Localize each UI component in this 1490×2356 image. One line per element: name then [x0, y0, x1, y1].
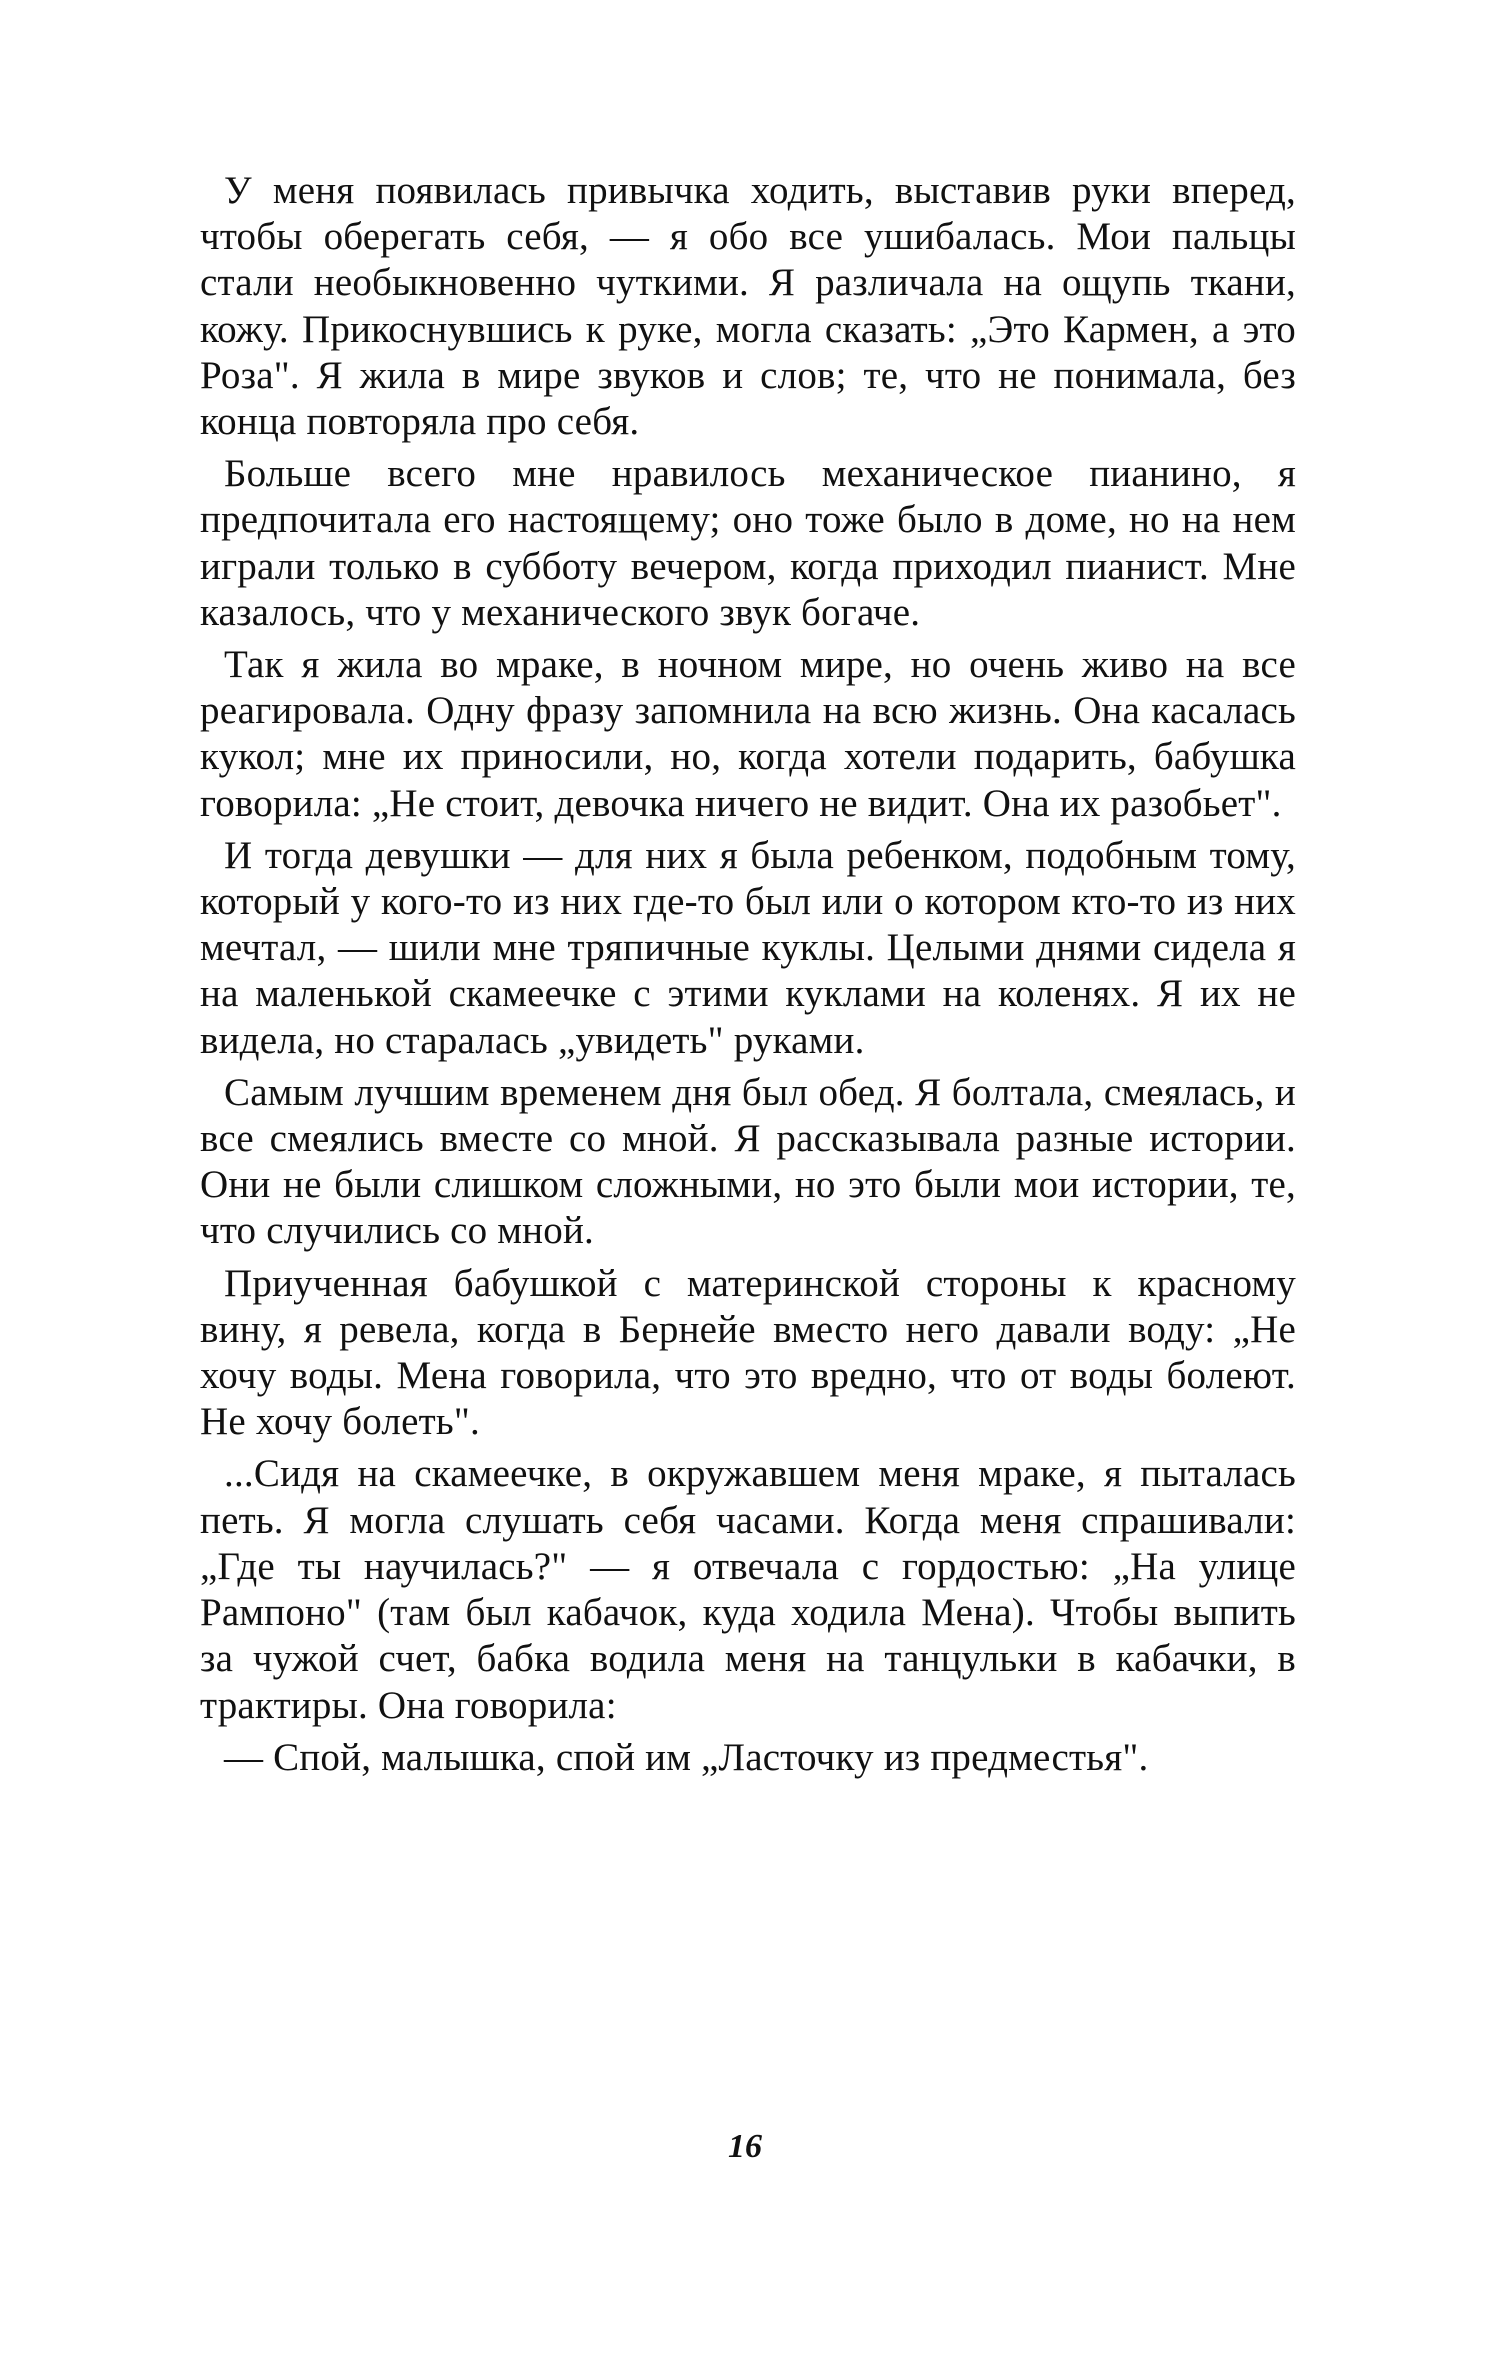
page-text-block — [200, 168, 1296, 1781]
paragraph-5: Самым лучшим временем дня был обед. Я болтала, смеялась, и все смеялись вместе со мной. Я рассказывала разные истории. Они не были слишком сложными, но это были мои истории, те, что случились со мной. — [200, 1070, 1296, 1253]
paragraph-6: Приученная бабушкой с материнской стороны к красному вину, я ревела, когда в Бернейе вместо него давали воду: „Не хочу воды. Мена говорила, что это вредно, что от воды болеют. Не хочу болеть". — [200, 1261, 1296, 1444]
page-number: 16 — [728, 2128, 762, 2165]
paragraph-7: ...Сидя на скамеечке, в окружавшем меня мраке, я пыталась петь. Я могла слушать себя часами. Когда меня спрашивали: „Где ты научилась?" — я отвечала с гордостью: „На улице Рампоно" (там был кабачок, куда ходила Мена). Чтобы выпить за чужой счет, бабка водила меня на танцульки в кабачки, в трактиры. Она говорила: — [200, 1452, 1296, 1727]
paragraph-3: Так я жила во мраке, в ночном мире, но очень живо на все реагировала. Одну фразу запомнила на всю жизнь. Она касалась кукол; мне их приносили, но, когда хотели подарить, бабушка говорила: „Не стоит, девочка ничего не видит. Она их разобьет". — [200, 643, 1296, 825]
paragraph-8: — Спой, малышка, спой им „Ласточку из предместья". — [224, 1735, 1149, 1779]
paragraph-1: У меня появилась привычка ходить, выставив руки вперед, чтобы оберегать себя, — я обо все ушибалась. Мои пальцы стали необыкновенно чуткими. Я различала на ощупь ткани, кожу. Прикоснувшись к руке, могла сказать: „Это Кармен, а это Роза". Я жила в мире звуков и слов; те, что не понимала, без конца повторяла про себя. — [200, 169, 1296, 444]
paragraph-2: Больше всего мне нравилось механическое пианино, я предпочитала его настоящему; оно тоже было в доме, но на нем играли только в субботу вечером, когда приходил пианист. Мне казалось, что у механического звук богаче. — [200, 452, 1296, 634]
paragraph-4: И тогда девушки — для них я была ребенком, подобным тому, который у кого-то из них где-то был или о котором кто-то из них мечтал, — шили мне тряпичные куклы. Целыми днями сидела я на маленькой скамеечке с этими куклами на коленях. Я их не видела, но старалась „увидеть" руками. — [200, 833, 1296, 1062]
